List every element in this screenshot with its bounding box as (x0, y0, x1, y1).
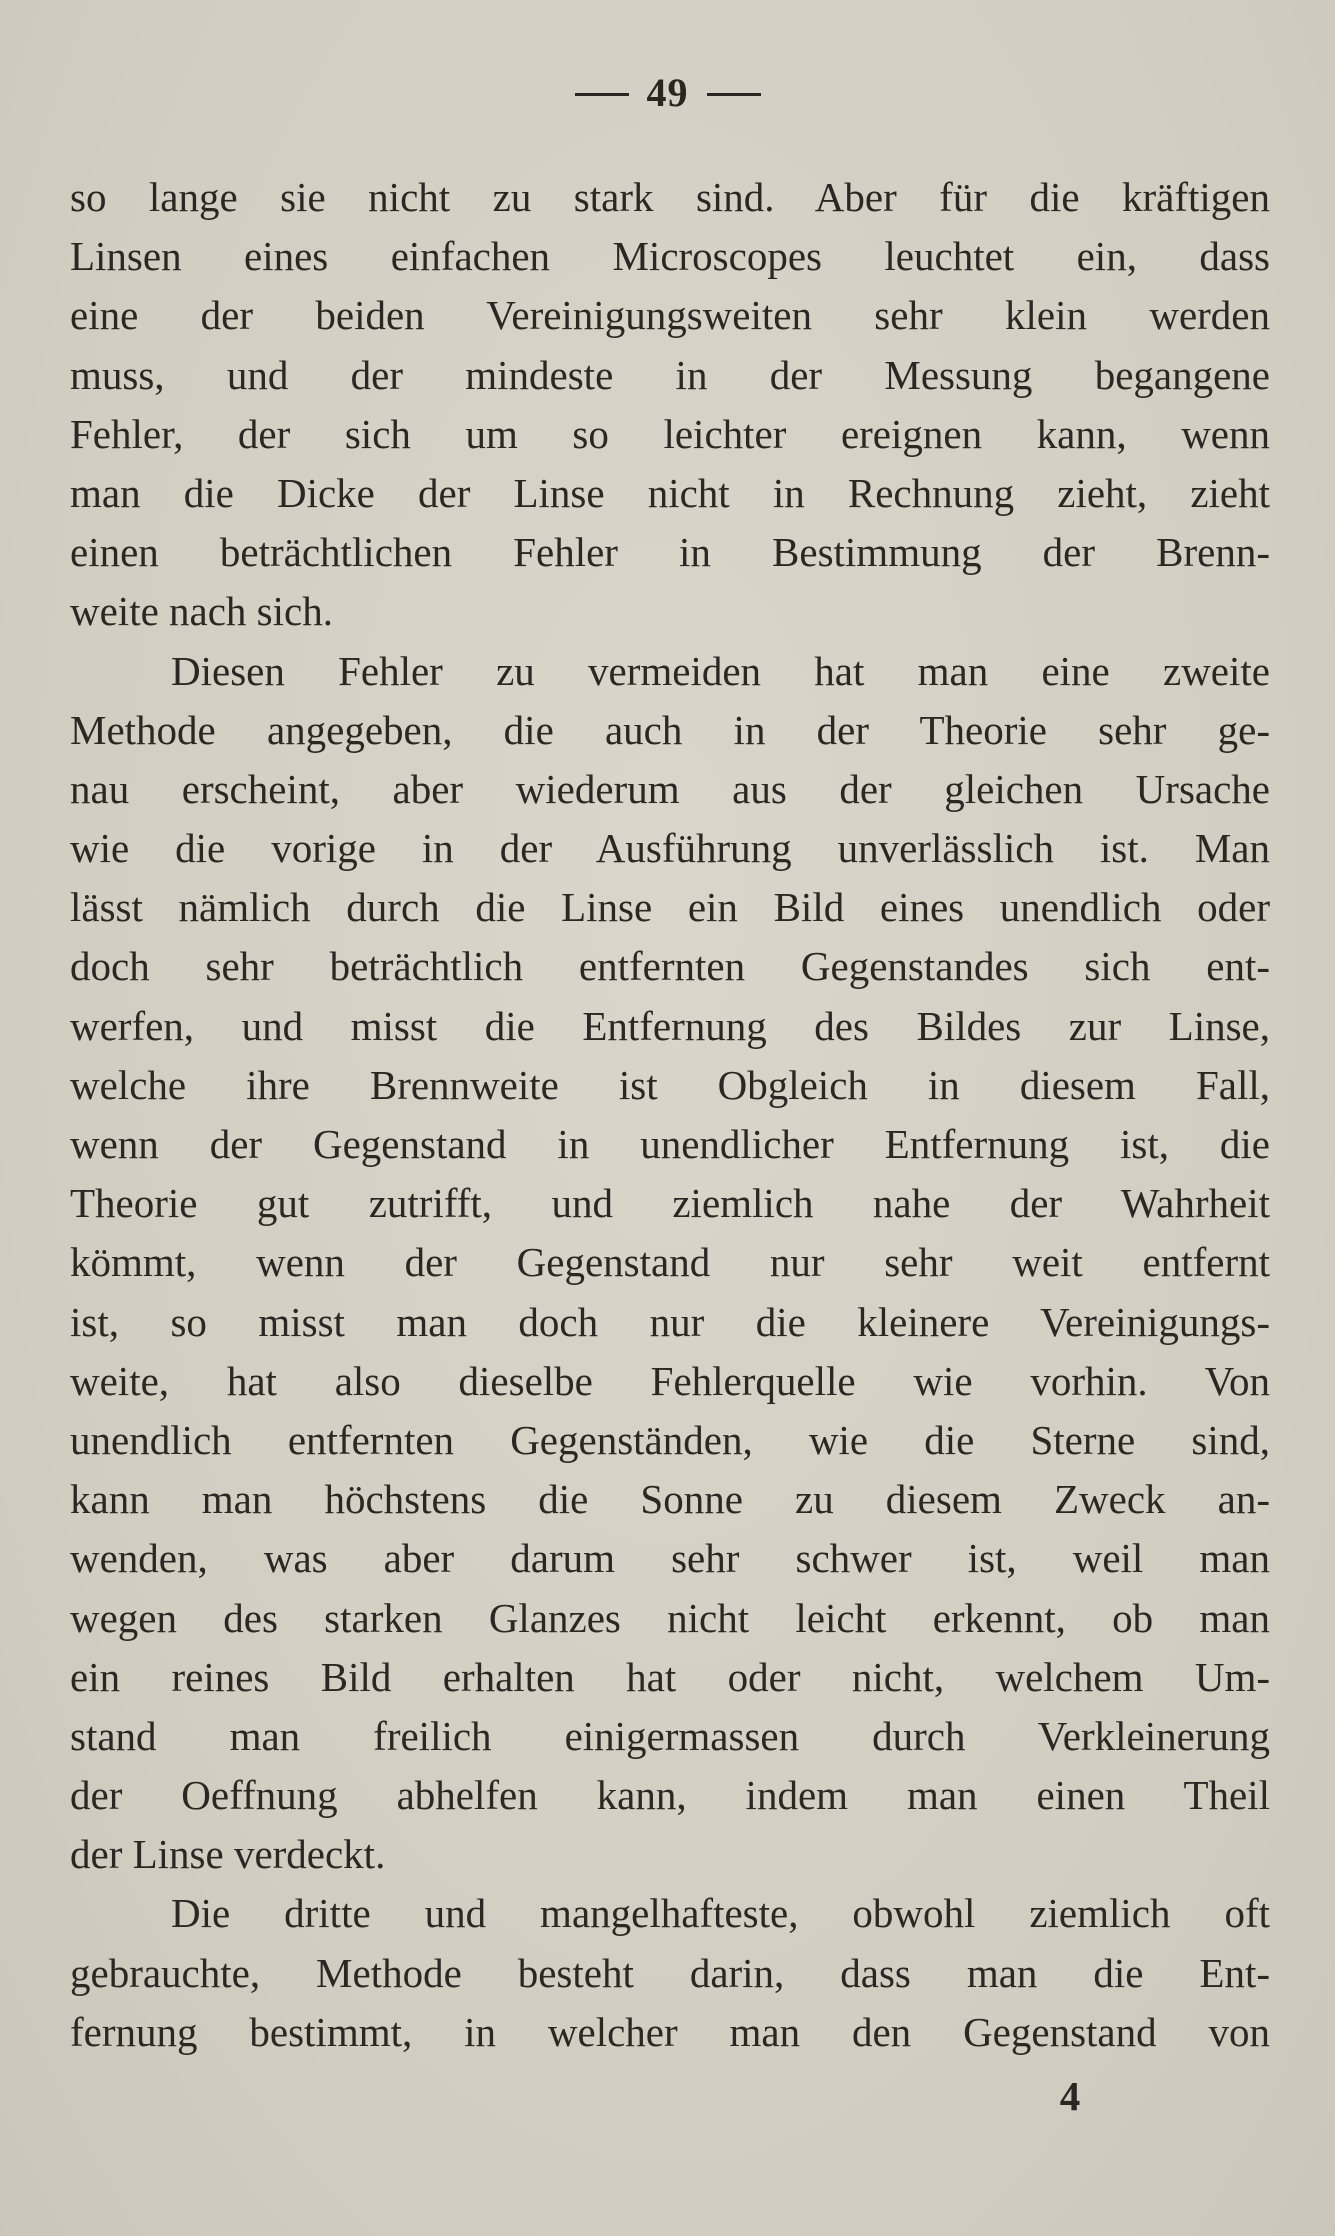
text-line: Fehler, der sich um so leichter ereignen kann, wenn (70, 410, 1270, 457)
text-line: wenden, was aber darum sehr schwer ist, weil man (70, 1535, 1270, 1582)
page-header (0, 68, 1335, 118)
text-line: stand man freilich einigermassen durch Verkleinerung (70, 1712, 1270, 1759)
paragraph-2 (70, 642, 1270, 1885)
text-line: Linsen eines einfachen Microscopes leuchtet ein, dass (70, 233, 1270, 280)
text-line: welche ihre Brennweite ist Obgleich in diesem Fall, (70, 1061, 1270, 1108)
text-line: gebrauchte, Methode besteht darin, dass man die Ent- (70, 1949, 1270, 1996)
body-text (70, 168, 1270, 2062)
text-line: man die Dicke der Linse nicht in Rechnung zieht, zieht (70, 469, 1270, 516)
text-line: lässt nämlich durch die Linse ein Bild eines unendlich oder (70, 884, 1270, 931)
text-line: werfen, und misst die Entfernung des Bildes zur Linse, (70, 1002, 1270, 1049)
text-line: muss, und der mindeste in der Messung begangene (70, 351, 1270, 398)
text-line: nau erscheint, aber wiederum aus der gleichen Ursache (70, 765, 1270, 812)
text-line: Theorie gut zutrifft, und ziemlich nahe der Wahrheit (70, 1180, 1270, 1227)
text-line: Die dritte und mangelhafteste, obwohl ziemlich oft (171, 1890, 1270, 1937)
text-line: Diesen Fehler zu vermeiden hat man eine zweite (171, 647, 1270, 694)
text-line: ist, so misst man doch nur die kleinere Vereinigungs- (70, 1298, 1270, 1345)
text-line: unendlich entfernten Gegenständen, wie die Sterne sind, (70, 1416, 1270, 1463)
text-line: wenn der Gegenstand in unendlicher Entfernung ist, die (70, 1121, 1270, 1167)
text-line: doch sehr beträchtlich entfernten Gegenstandes sich ent- (70, 943, 1270, 990)
signature-mark: 4 (1059, 2073, 1081, 2119)
text-line: eine der beiden Vereinigungsweiten sehr klein werden (70, 292, 1270, 339)
text-line: kömmt, wenn der Gegenstand nur sehr weit entfernt (70, 1239, 1270, 1286)
text-line: Methode angegeben, die auch in der Theorie sehr ge- (70, 706, 1270, 753)
text-line: der Linse verdeckt. (70, 1831, 386, 1878)
text-line: weite nach sich. (70, 588, 333, 635)
paragraph-3 (70, 1884, 1270, 2062)
page-number: 49 (646, 70, 689, 115)
text-line: so lange sie nicht zu stark sind. Aber für die kräftigen (70, 174, 1270, 220)
text-line: fernung bestimmt, in welcher man den Gegenstand von (70, 2008, 1270, 2055)
text-line: wie die vorige in der Ausführung unverlässlich ist. Man (70, 825, 1270, 872)
paragraph-1 (70, 168, 1270, 642)
text-line: kann man höchstens die Sonne zu diesem Zweck an- (70, 1476, 1270, 1523)
text-line: einen beträchtlichen Fehler in Bestimmung der Brenn- (70, 529, 1270, 576)
text-line: wegen des starken Glanzes nicht leicht erkennt, ob man (70, 1594, 1270, 1641)
header-dash-right (707, 93, 761, 96)
text-line: ein reines Bild erhalten hat oder nicht, welchem Um- (70, 1653, 1270, 1700)
text-line: weite, hat also dieselbe Fehlerquelle wie vorhin. Von (70, 1357, 1270, 1404)
header-dash-left (575, 93, 629, 96)
text-line: der Oeffnung abhelfen kann, indem man einen Theil (70, 1772, 1270, 1819)
